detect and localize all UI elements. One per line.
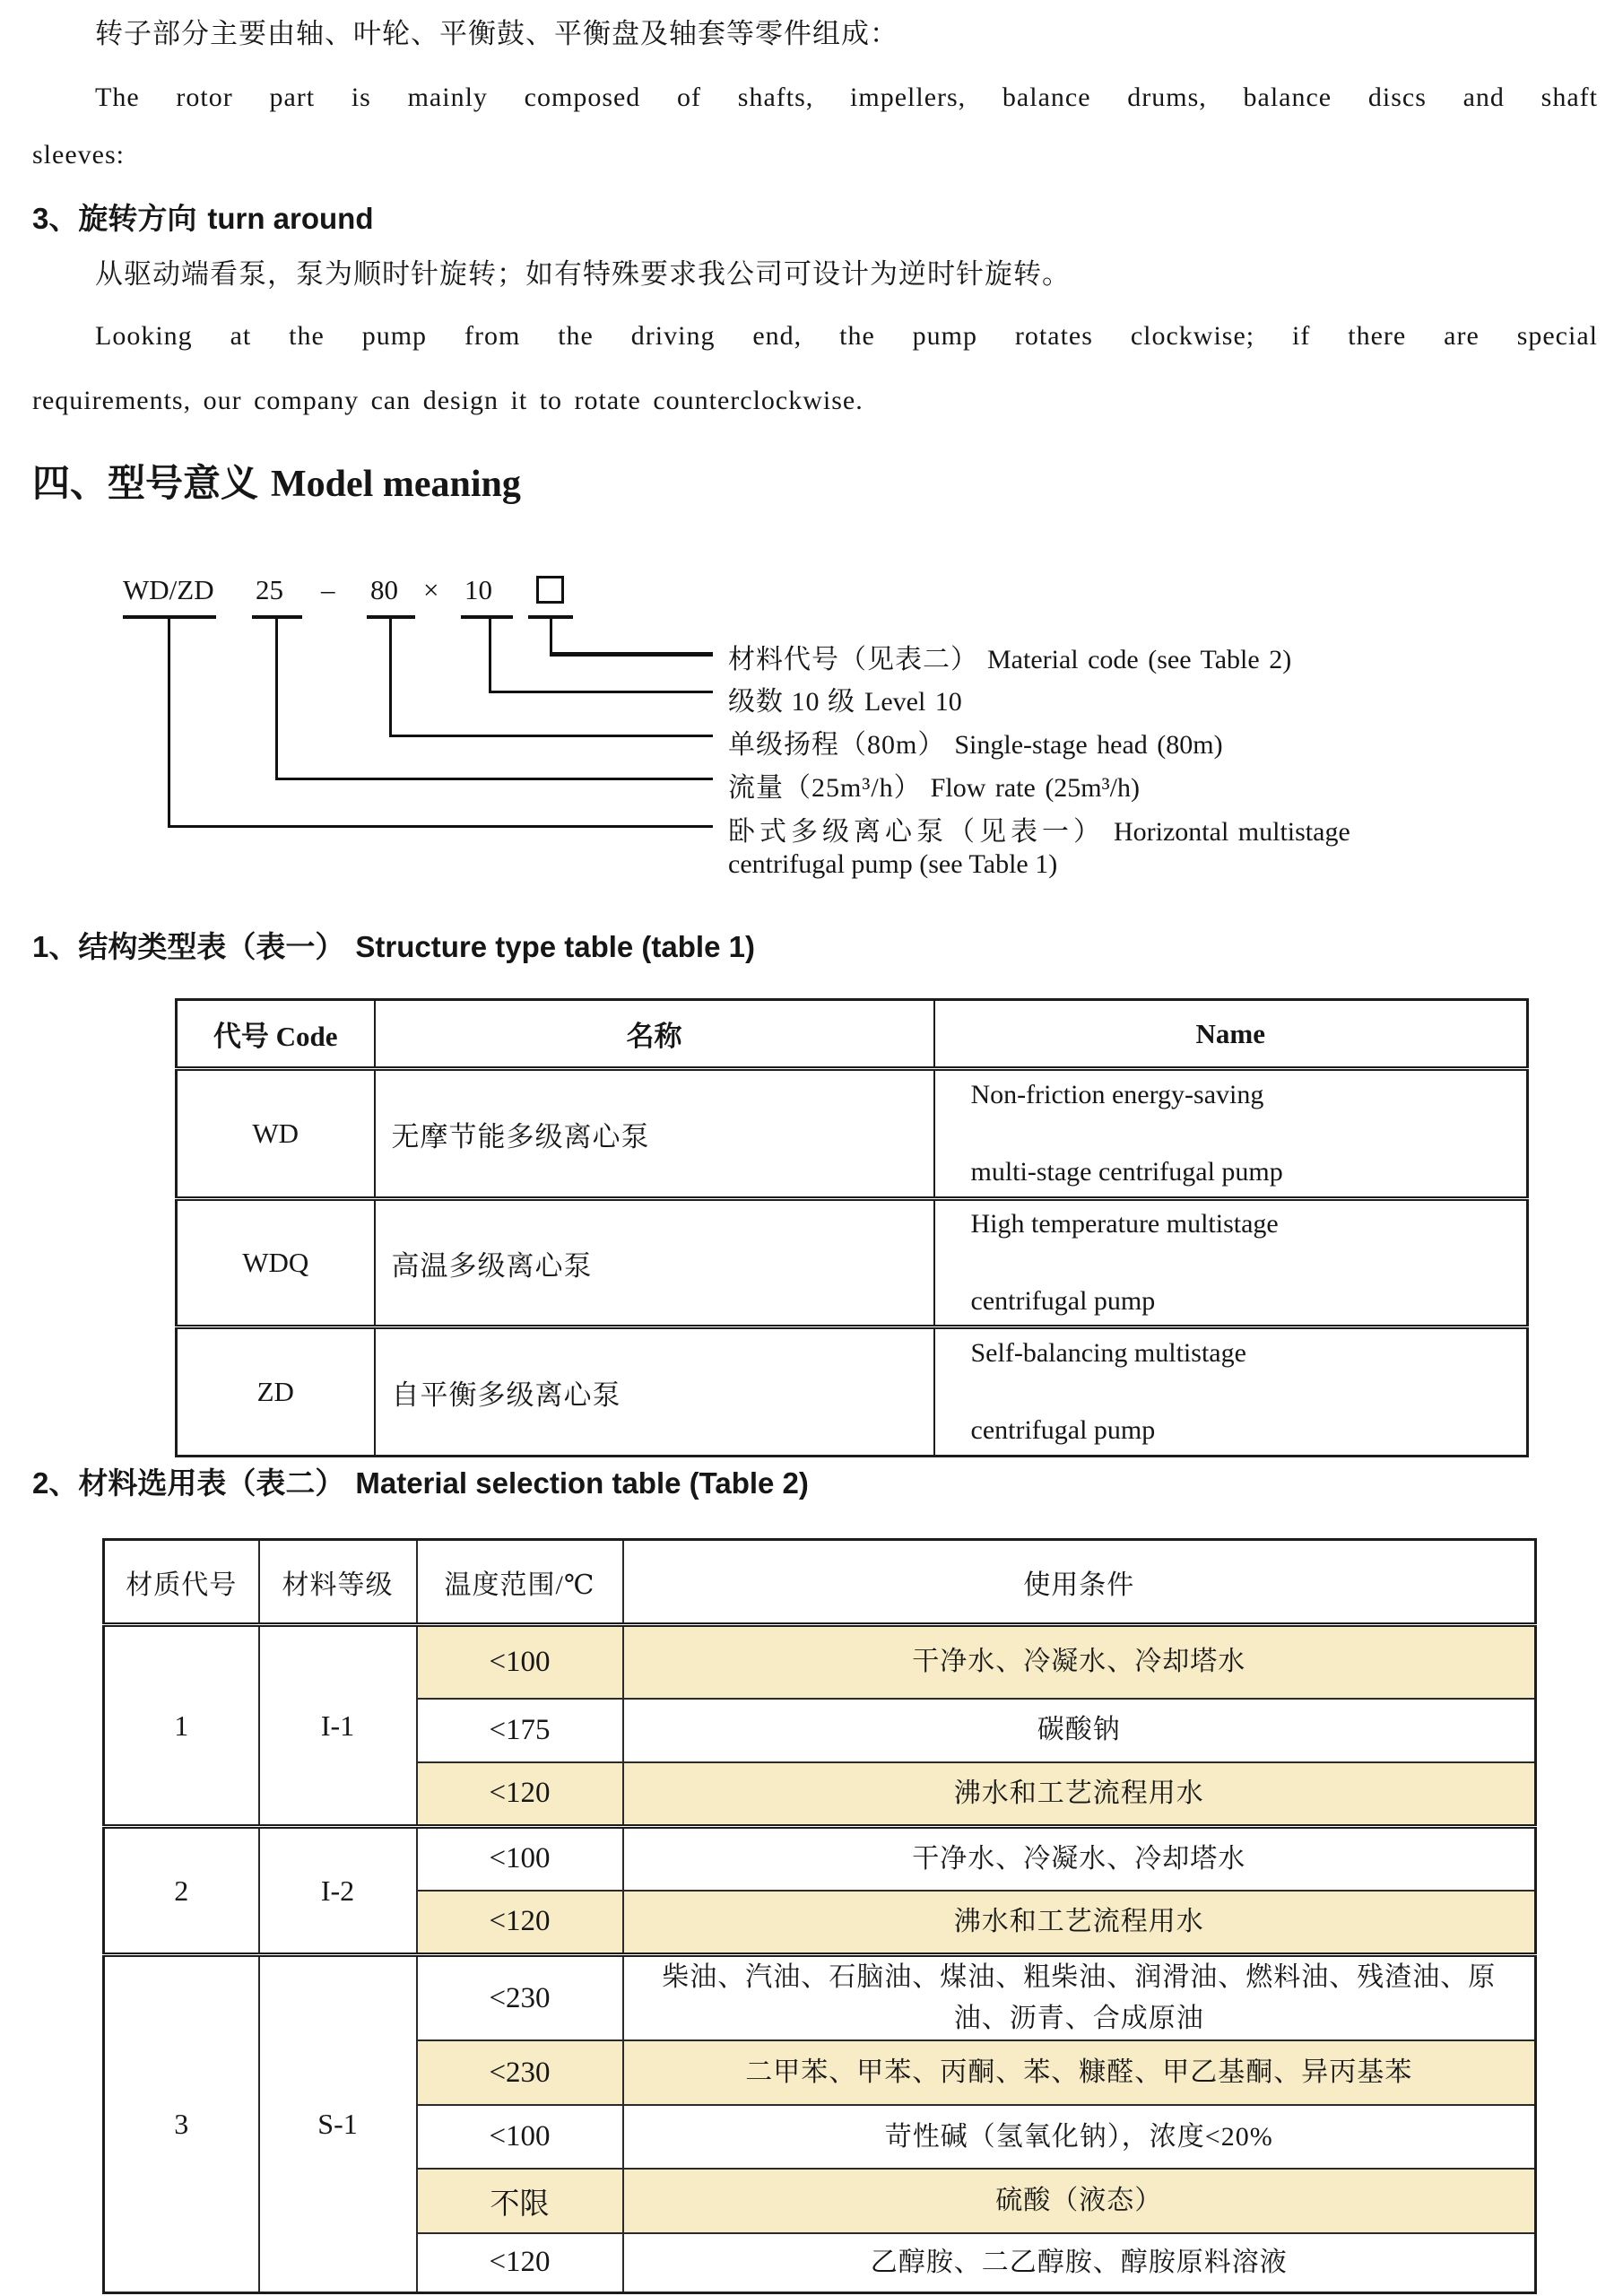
table1-zd-name-zh: 自平衡多级离心泵 (375, 1327, 934, 1457)
table1-row-zd (177, 1327, 1528, 1457)
table1-header-row (177, 1000, 1528, 1069)
table1-wd-code: WD (177, 1069, 375, 1199)
table1-wdq-name-en (934, 1199, 1528, 1327)
table2-g1-r2-condition: 碳酸钠 (623, 1699, 1536, 1762)
table1-header-name-zh: 名称 (375, 1000, 934, 1069)
table1-wd-name-en-line2: multi-stage centrifugal pump (970, 1157, 1283, 1187)
diagram-label-material-code-en: Material code (see Table 2) (987, 645, 1292, 674)
table2-g2-code: 2 (104, 1827, 259, 1955)
table2-g3-r3-temp: <100 (417, 2105, 623, 2169)
diagram-label-flow-zh: 流量（25m³/h） (728, 773, 922, 803)
connector-vertical-stages (489, 618, 491, 693)
table2-g3-r1-temp: <230 (417, 1955, 623, 2041)
table2-g2-grade: I-2 (259, 1827, 417, 1955)
table1-zd-code: ZD (177, 1327, 375, 1457)
table2-g3-r5-temp: <120 (417, 2233, 623, 2292)
model-code-flow: 25 (256, 574, 283, 605)
table1-wd-name-en (934, 1069, 1528, 1199)
table2-g3-r4-condition: 硫酸（液态） (623, 2169, 1536, 2233)
material-code-placeholder-box (536, 576, 564, 604)
section3-heading-zh: 3、旋转方向 (32, 202, 197, 235)
connector-horizontal-stages (489, 691, 713, 693)
table1-zd-name-en-line2: centrifugal pump (970, 1415, 1156, 1445)
model-code-stages: 10 (464, 574, 492, 605)
diagram-label-material-code-zh: 材料代号（见表二） (728, 645, 978, 674)
diagram-label-flow-en: Flow rate (25m³/h) (930, 773, 1140, 803)
diagram-label-series-zh: 卧式多级离心泵（见表一） (728, 817, 1105, 847)
connector-vertical-head (389, 618, 392, 737)
table2-g2-r1-condition: 干净水、冷凝水、冷却塔水 (623, 1827, 1536, 1891)
table1-header-code: 代号 Code (177, 1000, 375, 1069)
table2-title-zh: 2、材料选用表（表二） (32, 1466, 345, 1500)
table2-g2-r2-condition: 沸水和工艺流程用水 (623, 1891, 1536, 1955)
table1-wdq-code: WDQ (177, 1199, 375, 1327)
connector-vertical-flow (275, 618, 278, 780)
diagram-label-material-code (728, 637, 1291, 676)
table2-header-material-grade: 材料等级 (259, 1540, 417, 1625)
diagram-label-stages (728, 679, 962, 718)
section3-body-en-line2: requirements, our company can design it to rotate counterclockwise. (32, 386, 864, 415)
diagram-label-stages-zh: 级数 10 级 (728, 687, 855, 717)
table2-g1-r1-temp: <100 (417, 1625, 623, 1699)
table2-g3-r5-condition: 乙醇胺、二乙醇胺、醇胺原料溶液 (623, 2233, 1536, 2292)
diagram-label-head-en: Single-stage head (80m) (954, 730, 1223, 760)
table2-g3-r2-condition: 二甲苯、甲苯、丙酮、苯、糠醛、甲乙基酮、异丙基苯 (623, 2040, 1536, 2105)
connector-horizontal-flow (275, 778, 713, 780)
table2-row-g2-r1 (104, 1827, 1536, 1891)
diagram-label-series-line2: centrifugal pump (see Table 1) (728, 849, 1058, 879)
table1-wd-name-en-line1: Non-friction energy-saving (970, 1080, 1264, 1109)
table1-title-zh: 1、结构类型表（表一） (32, 930, 345, 963)
table1-wdq-name-en-line2: centrifugal pump (970, 1286, 1156, 1316)
model-code-times: × (423, 574, 439, 605)
table1-row-wd (177, 1069, 1528, 1199)
section4-heading-en: Model meaning (271, 464, 521, 505)
table2-header-row (104, 1540, 1536, 1625)
table2-header-temp-range: 温度范围/℃ (417, 1540, 623, 1625)
intro-paragraph-zh: 转子部分主要由轴、叶轮、平衡鼓、平衡盘及轴套等零件组成： (95, 18, 898, 49)
table2-g3-r2-temp: <230 (417, 2040, 623, 2105)
table2-g1-r3-condition: 沸水和工艺流程用水 (623, 1762, 1536, 1827)
table1-wdq-name-en-line1: High temperature multistage (970, 1209, 1279, 1239)
connector-horizontal-head (389, 735, 713, 737)
table2-g1-code: 1 (104, 1625, 259, 1827)
table2-g3-code: 3 (104, 1955, 259, 2293)
table2-g3-r3-condition: 苛性碱（氢氧化钠），浓度<20% (623, 2105, 1536, 2169)
diagram-label-series (728, 809, 1350, 848)
section4-heading-zh: 四、型号意义 (32, 462, 259, 504)
intro-paragraph-en-line2: sleeves: (32, 140, 125, 170)
table1-wdq-name-zh: 高温多级离心泵 (375, 1199, 934, 1327)
table2-g1-r3-temp: <120 (417, 1762, 623, 1827)
intro-paragraph-en-line1: The rotor part is mainly composed of shafts, impellers, balance drums, balance discs and shaft (95, 83, 1598, 112)
model-code-series: WD/ZD (123, 574, 214, 605)
model-code-diagram (0, 0, 1623, 897)
diagram-label-head-zh: 单级扬程（80m） (728, 730, 946, 760)
section3-body-zh: 从驱动端看泵，泵为顺时针旋转；如有特殊要求我公司可设计为逆时针旋转。 (95, 258, 1071, 290)
table1-zd-name-en-line1: Self-balancing multistage (970, 1338, 1246, 1368)
model-code-dash: – (321, 574, 335, 605)
table2-title (32, 1460, 809, 1502)
table2-g3-r1-condition: 柴油、汽油、石脑油、煤油、粗柴油、润滑油、燃料油、残渣油、原油、沥青、合成原油 (623, 1955, 1536, 2041)
table1-zd-name-en (934, 1327, 1528, 1457)
section3-body-en-line1: Looking at the pump from the driving end, the pump rotates clockwise; if there are special (95, 321, 1598, 351)
diagram-label-stages-en: Level 10 (864, 687, 962, 717)
connector-vertical-series (168, 618, 170, 828)
table1-title-en: Structure type table (table 1) (355, 930, 755, 963)
table1-title (32, 924, 755, 966)
connector-vertical-material (550, 618, 552, 656)
connector-horizontal-series (168, 825, 713, 828)
table2-title-en: Material selection table (Table 2) (355, 1466, 809, 1500)
table2-row-g1-r1 (104, 1625, 1536, 1699)
table2-g1-grade: I-1 (259, 1625, 417, 1827)
table2-g3-grade: S-1 (259, 1955, 417, 2293)
diagram-label-head (728, 722, 1223, 761)
table2-header-material-code: 材质代号 (104, 1540, 259, 1625)
table2-g1-r2-temp: <175 (417, 1699, 623, 1762)
table2-g1-r1-condition: 干净水、冷凝水、冷却塔水 (623, 1625, 1536, 1699)
diagram-label-series-en: Horizontal multistage (1114, 817, 1350, 847)
material-selection-table (102, 1538, 1537, 2294)
section3-heading-en: turn around (207, 202, 374, 235)
table2-g2-r2-temp: <120 (417, 1891, 623, 1955)
table2-header-conditions: 使用条件 (623, 1540, 1536, 1625)
underline-stages (461, 615, 513, 619)
model-code-head: 80 (370, 574, 398, 605)
connector-horizontal-material (550, 652, 713, 657)
table2-g3-r4-temp: 不限 (417, 2169, 623, 2233)
diagram-label-flow (728, 765, 1140, 804)
table1-wd-name-zh: 无摩节能多级离心泵 (375, 1069, 934, 1199)
table2-g2-r1-temp: <100 (417, 1827, 623, 1891)
table2-row-g3-r1 (104, 1955, 1536, 2041)
table1-row-wdq (177, 1199, 1528, 1327)
table1-header-name-en: Name (934, 1000, 1528, 1069)
structure-type-table (175, 998, 1529, 1457)
